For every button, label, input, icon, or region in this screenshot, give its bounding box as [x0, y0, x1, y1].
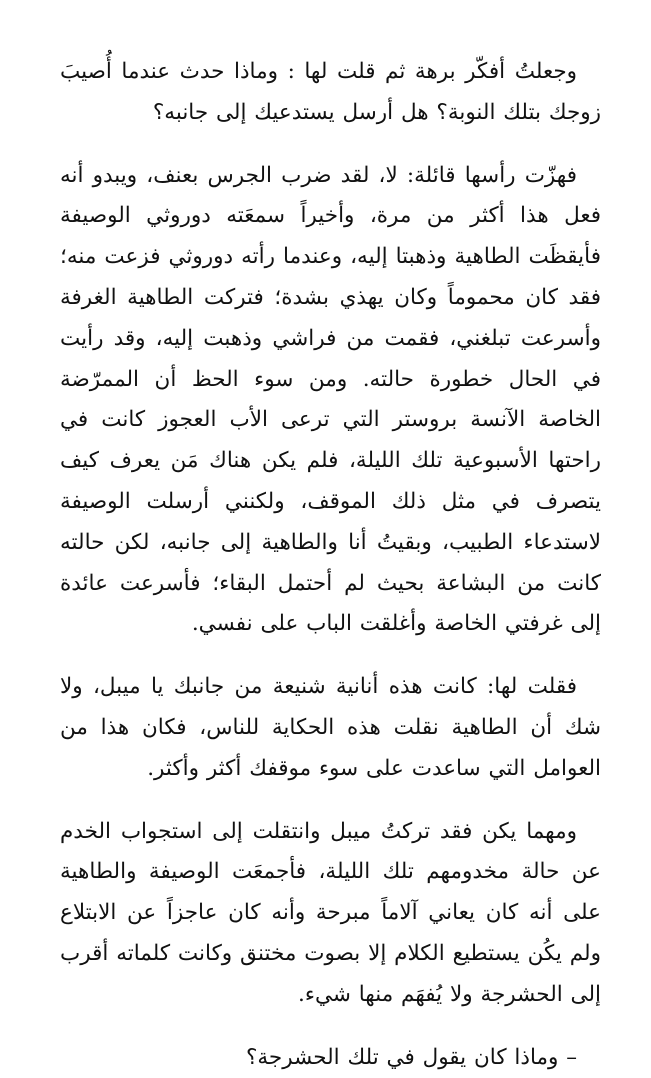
paragraph-servants-questioning: ومهما يكن فقد تركتُ ميبل وانتقلت إلى استجواب الخدم عن حالة مخدومهم تلك الليلة، فأجمعَت الوصيفة والطاهية على أنه كان يعاني آلاماً مبرحة وأنه كان عاجزاً عن الابتلاع ولم يكُن يستطيع الكلام إلا بصوت مختنق وكانت كلماته أقرب إلى الحشرجة ولا يُفهَم منها شيء.: [60, 818, 601, 1007]
paragraph-thinking-question: وجعلتُ أفكّر برهة ثم قلت لها : وماذا حدث عندما أُصيبَ زوجك بتلك النوبة؟ هل أرسل يستدعيك إلى جانبه؟: [60, 59, 601, 125]
paragraph-bell-story: فهزّت رأسها قائلة: لا، لقد ضرب الجرس بعنف، ويبدو أنه فعل هذا أكثر من مرة، وأخيراً سمعَته دوروثي الوصيفة فأيقظَت الطاهية وذهبتا إليه، وعندما رأته دوروثي فزعت منه؛ فقد كان محموماً وكان يهذي بشدة؛ فتركت الطاهية الغرفة وأسرعت تبلغني، فقمت من فراشي وذهبت إليه، وقد رأيت في الحال خطورة حالته. ومن سوء الحظ أن الممرّضة الخاصة الآنسة بروستر التي ترعى الأب العجوز كانت في راحتها الأسبوعية تلك الليلة، فلم يكن هناك مَن يعرف كيف يتصرف في مثل ذلك الموقف، ولكنني أرسلت الوصيفة لاستدعاء الطبيب، وبقيتُ أنا والطاهية إلى جانبه، لكن حالته كانت من البشاعة بحيث لم أحتمل البقاء؛ فأسرعت عائدة إلى غرفتي الخاصة وأغلقت الباب على نفسي.: [60, 162, 601, 637]
document-page: [60, 52, 601, 1070]
paragraph-dialogue-question: – وماذا كان يقول في تلك الحشرجة؟: [245, 1044, 577, 1070]
paragraph-selfishness-reply: فقلت لها: كانت هذه أنانية شنيعة من جانبك يا ميبل، ولا شك أن الطاهية نقلت هذه الحكاية للناس، فكان هذا من العوامل التي ساعدت على سوء موقفك أكثر وأكثر.: [60, 674, 601, 781]
